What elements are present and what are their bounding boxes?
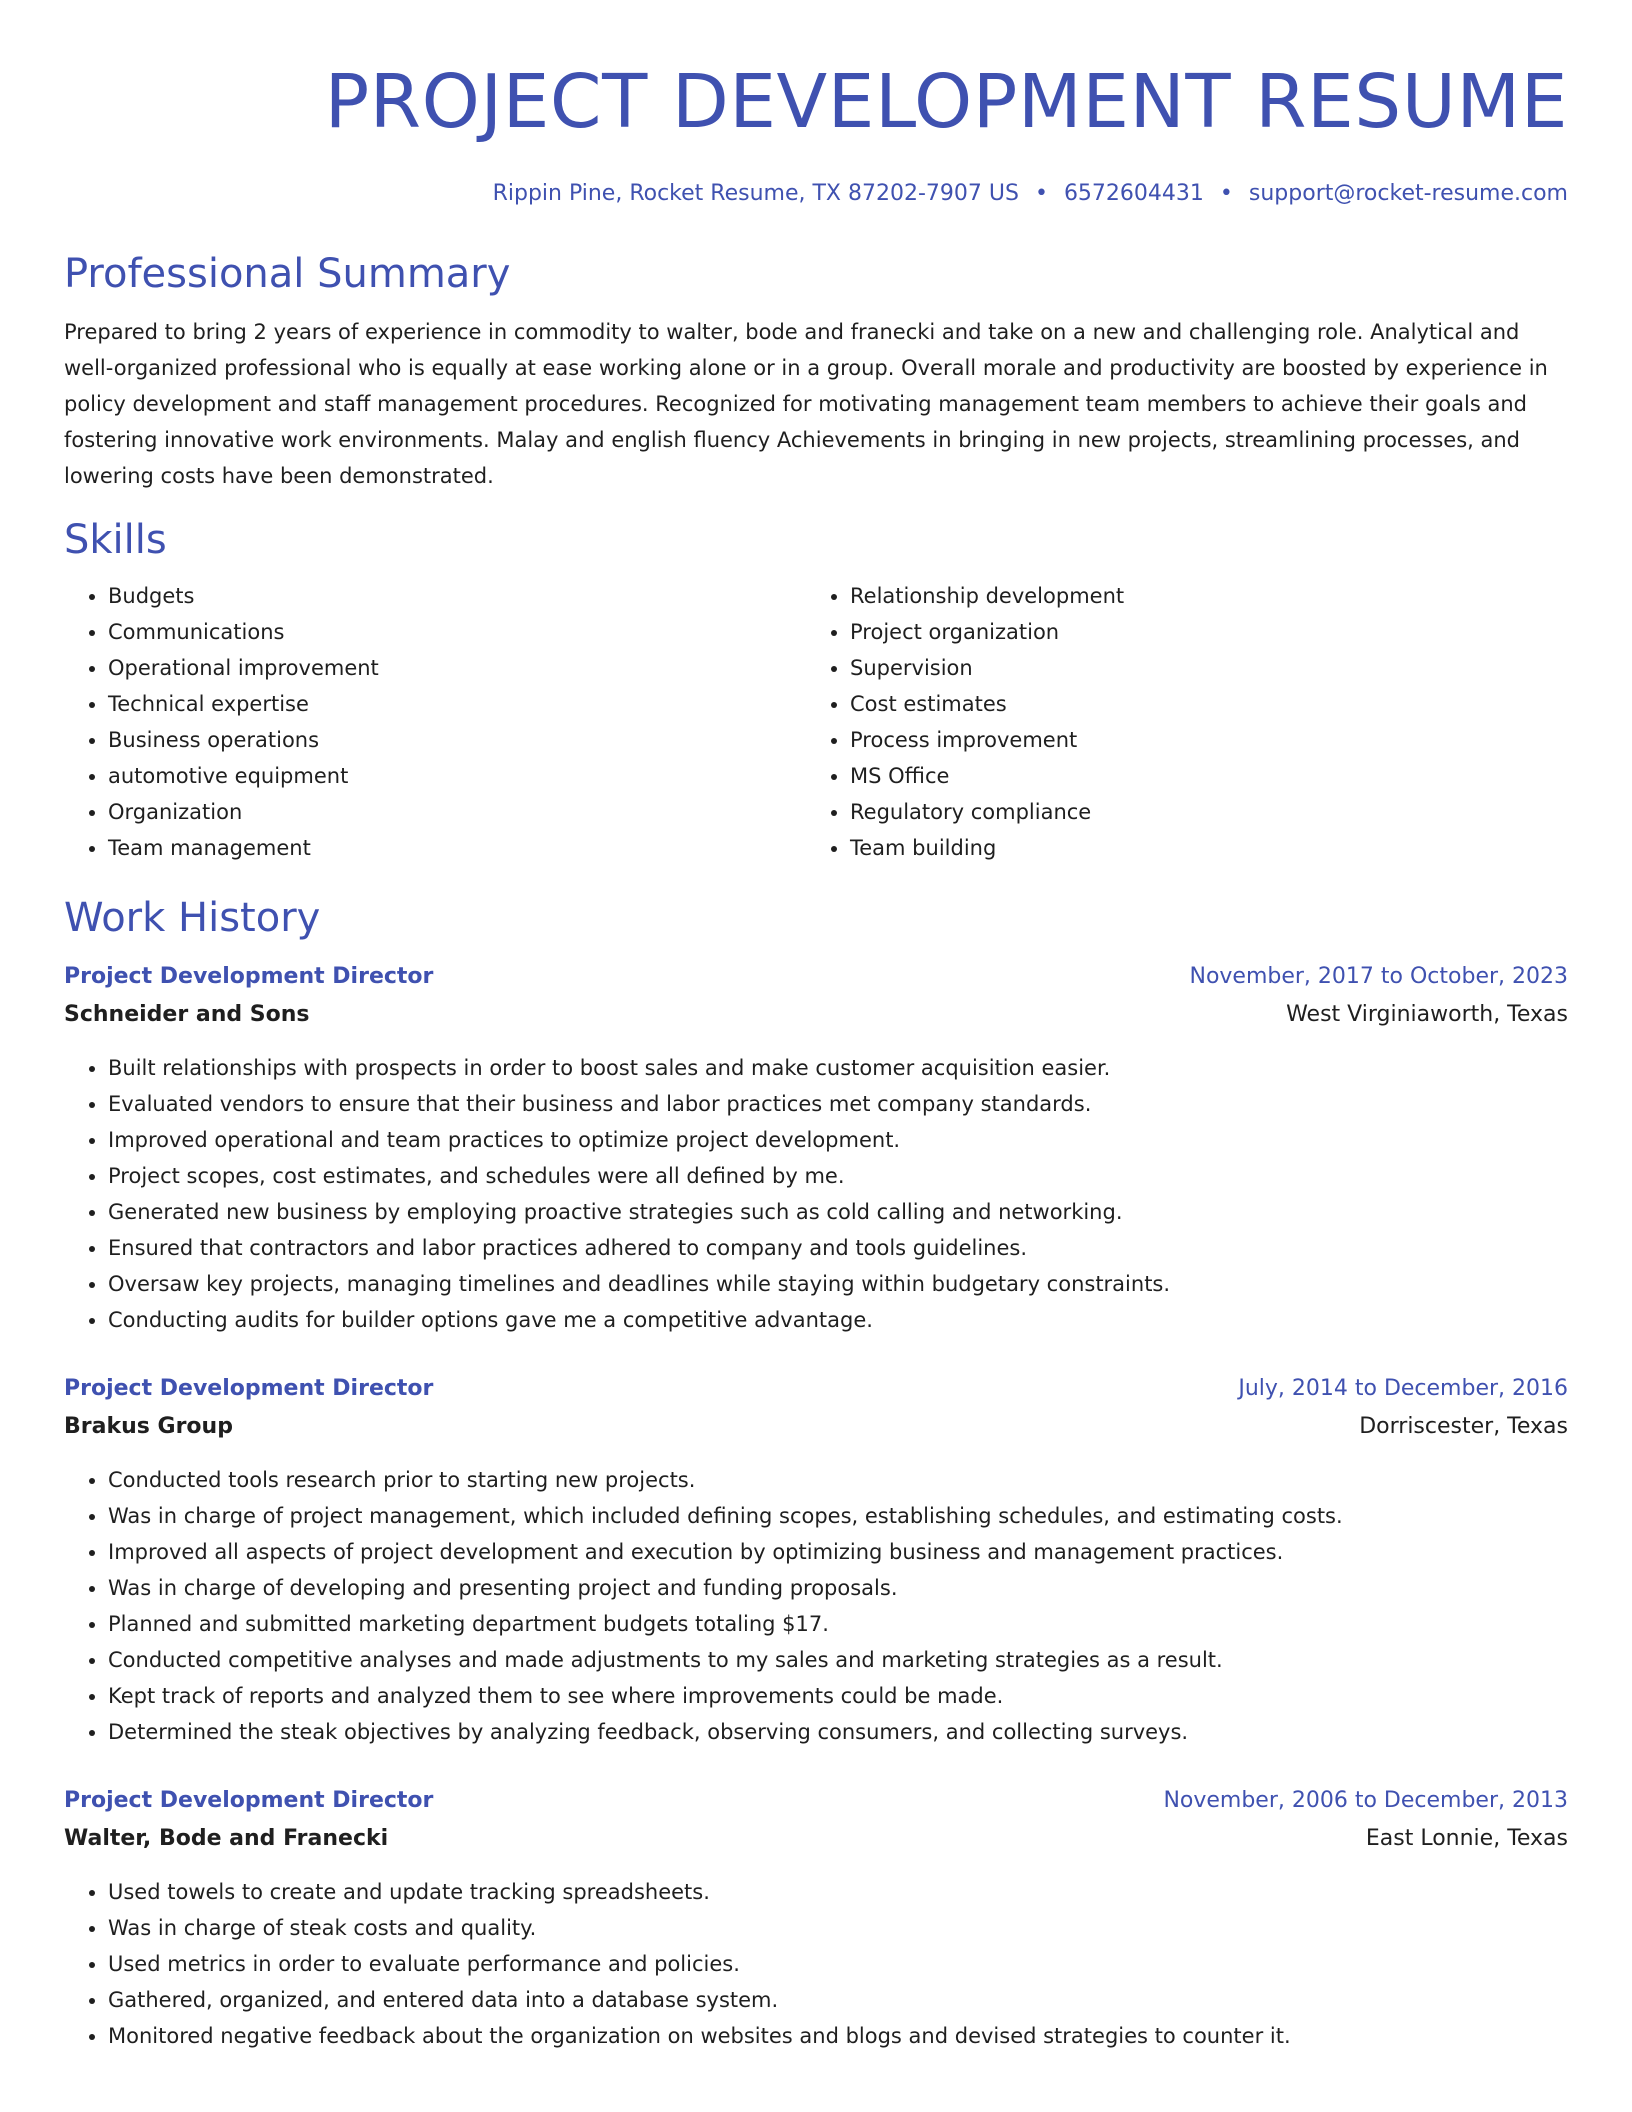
skills-list-left [64, 578, 806, 866]
skill-item: • Process improvement [850, 722, 1548, 758]
contact-phone: 6572604431 [1063, 181, 1204, 206]
skill-item: • Team management [108, 830, 806, 866]
job-bullet: • Monitored negative feedback about the organization on websites and blogs and devised strategies to counter it. [108, 2018, 1568, 2054]
job-entry [64, 1370, 1568, 1750]
skill-item: • Regulatory compliance [850, 794, 1548, 830]
contact-separator: • [1219, 181, 1233, 206]
job-header-row [64, 1370, 1568, 1408]
job-bullet: • Used towels to create and update tracking spreadsheets. [108, 1874, 1568, 1910]
contact-address: Rippin Pine, Rocket Resume, TX 87202-7907 US [492, 181, 1019, 206]
job-bullets [64, 1050, 1568, 1338]
job-bullet: • Conducted tools research prior to starting new projects. [108, 1462, 1568, 1498]
skills-list-right [806, 578, 1548, 866]
job-bullet: • Oversaw key projects, managing timelines and deadlines while staying within budgetary constraints. [108, 1266, 1568, 1302]
job-bullet: • Evaluated vendors to ensure that their business and labor practices met company standards. [108, 1086, 1568, 1122]
job-header-row [64, 958, 1568, 996]
job-dates: November, 2006 to December, 2013 [1163, 1788, 1568, 1813]
summary-heading: Professional Summary [64, 251, 511, 297]
skill-item: • Technical expertise [108, 686, 806, 722]
skills-columns [64, 578, 1568, 866]
job-bullet: • Built relationships with prospects in order to boost sales and make customer acquisition easier. [108, 1050, 1568, 1086]
job-role: Project Development Director [64, 1788, 434, 1813]
job-bullet: • Improved operational and team practices to optimize project development. [108, 1122, 1568, 1158]
skill-item: • automotive equipment [108, 758, 806, 794]
resume-title: PROJECT DEVELOPMENT RESUME [324, 59, 1568, 145]
job-location: West Virginiaworth, Texas [1286, 1002, 1568, 1027]
job-bullet: • Improved all aspects of project development and execution by optimizing business and management practices. [108, 1534, 1568, 1570]
skill-item: • Supervision [850, 650, 1548, 686]
contact-line [64, 178, 1568, 210]
skill-item: • Budgets [108, 578, 806, 614]
contact-email: support@rocket-resume.com [1248, 181, 1568, 206]
job-header-row [64, 1782, 1568, 1820]
job-bullet: • Conducting audits for builder options gave me a competitive advantage. [108, 1302, 1568, 1338]
job-bullet: • Conducted competitive analyses and made adjustments to my sales and marketing strategies as a result. [108, 1642, 1568, 1678]
job-bullet: • Gathered, organized, and entered data into a database system. [108, 1982, 1568, 2018]
job-company-row [64, 1820, 1568, 1858]
job-bullet: • Generated new business by employing proactive strategies such as cold calling and networking. [108, 1194, 1568, 1230]
summary-text: Prepared to bring 2 years of experience in commodity to walter, bode and franecki and take on a new and challenging role. Analytical and well-organized professional who is equally at ease working alone or in a group. Overall morale and productivity are boosted by experience in policy development and staff management procedures. Recognized for motivating management team members to achieve their goals and fostering innovative work environments. Malay and english fluency Achievements in bringing in new projects, streamlining processes, and lowering costs have been demonstrated. [64, 320, 1548, 488]
job-bullet: • Was in charge of project management, which included defining scopes, establishing schedules, and estimating costs. [108, 1498, 1568, 1534]
job-bullet: • Project scopes, cost estimates, and schedules were all defined by me. [108, 1158, 1568, 1194]
job-company: Brakus Group [64, 1414, 233, 1439]
skill-item: • Communications [108, 614, 806, 650]
job-location: Dorriscester, Texas [1359, 1414, 1568, 1439]
job-bullets [64, 1874, 1568, 2054]
job-company: Schneider and Sons [64, 1002, 310, 1027]
job-bullet: • Was in charge of steak costs and quality. [108, 1910, 1568, 1946]
skill-item: • Cost estimates [850, 686, 1548, 722]
job-dates: July, 2014 to December, 2016 [1238, 1376, 1568, 1401]
skill-item: • MS Office [850, 758, 1548, 794]
job-entry [64, 958, 1568, 1338]
contact-separator: • [1034, 181, 1048, 206]
job-bullet: • Was in charge of developing and presenting project and funding proposals. [108, 1570, 1568, 1606]
skills-heading: Skills [64, 517, 167, 563]
job-company-row [64, 996, 1568, 1034]
skill-item: • Operational improvement [108, 650, 806, 686]
job-location: East Lonnie, Texas [1365, 1826, 1568, 1851]
job-dates: November, 2017 to October, 2023 [1189, 964, 1568, 989]
job-bullets [64, 1462, 1568, 1750]
job-role: Project Development Director [64, 1376, 434, 1401]
job-company-row [64, 1408, 1568, 1446]
skill-item: • Business operations [108, 722, 806, 758]
skill-item: • Relationship development [850, 578, 1548, 614]
job-bullet: • Determined the steak objectives by analyzing feedback, observing consumers, and collecting surveys. [108, 1714, 1568, 1750]
skill-item: • Project organization [850, 614, 1548, 650]
job-company: Walter, Bode and Franecki [64, 1826, 389, 1851]
job-entry [64, 1782, 1568, 2054]
job-bullet: • Planned and submitted marketing department budgets totaling $17. [108, 1606, 1568, 1642]
work-history-heading: Work History [64, 895, 321, 941]
job-bullet: • Ensured that contractors and labor practices adhered to company and tools guidelines. [108, 1230, 1568, 1266]
job-role: Project Development Director [64, 964, 434, 989]
job-bullet: • Used metrics in order to evaluate performance and policies. [108, 1946, 1568, 1982]
skill-item: • Organization [108, 794, 806, 830]
skill-item: • Team building [850, 830, 1548, 866]
job-bullet: • Kept track of reports and analyzed them to see where improvements could be made. [108, 1678, 1568, 1714]
